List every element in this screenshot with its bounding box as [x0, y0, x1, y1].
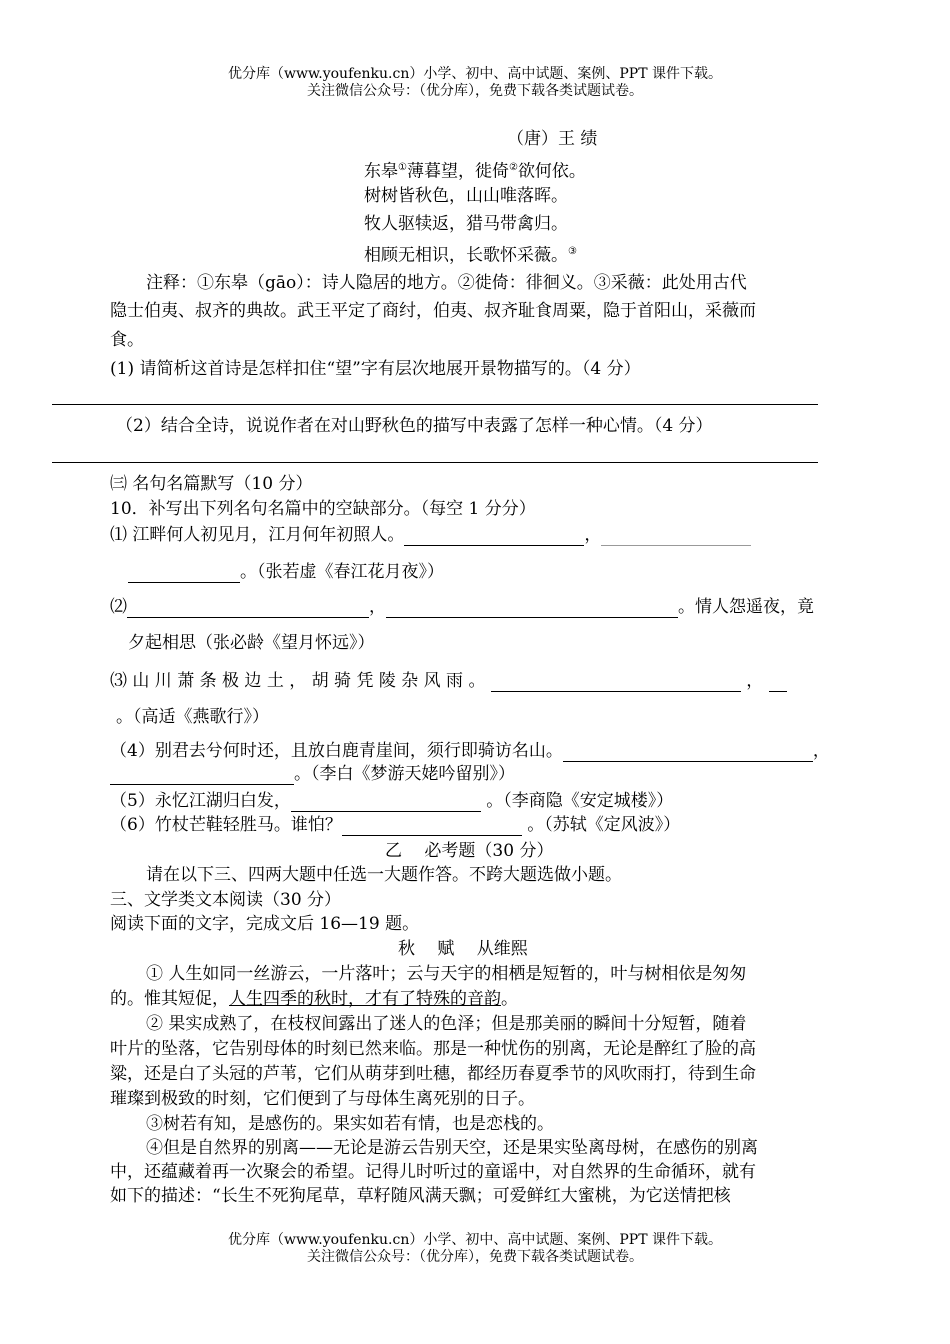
item-4-line-2: 。（李白《梦游天姥吟留别》）	[110, 763, 515, 785]
part-b-instruction: 请在以下三、四两大题中任选一大题作答。不跨大题选做小题。	[146, 865, 622, 885]
blank-2-2[interactable]	[386, 599, 678, 618]
poem-line-1: 东皋①薄暮望，徙倚②欲何依。	[364, 161, 586, 182]
page-footer	[0, 1232, 950, 1266]
item-2-line-1: ⑵ ， 。情人怨遥夜，竟	[110, 597, 814, 617]
notes-line-3: 食。	[110, 330, 144, 350]
item-4-line-1: （4）别君去兮何时还，且放白鹿青崖间，须行即骑访名山。 ，	[110, 741, 830, 761]
essay-p1-b: 的。惟其短促，人生四季的秋时，才有了特殊的音韵。	[110, 989, 518, 1009]
blank-4-2[interactable]	[110, 766, 294, 785]
underlined-phrase: 人生四季的秋时，才有了特殊的音韵	[229, 989, 501, 1009]
notes-line-1: 注释：①东皋（gāo）：诗人隐居的地方。②徙倚：徘徊义。③采薇：此处用古代	[146, 273, 747, 293]
essay-title: 秋 赋 从维熙	[398, 939, 528, 959]
item-6: （6）竹杖芒鞋轻胜马。谁怕？ 。（苏轼《定风波》）	[110, 815, 681, 835]
question-2: （2）结合全诗，说说作者在对山野秋色的描写中表露了怎样一种心情。（4 分）	[116, 416, 713, 436]
blank-3-2[interactable]	[769, 673, 787, 692]
poem-line-2: 树树皆秋色，山山唯落晖。	[364, 186, 568, 206]
question-10: 10．补写出下列名句名篇中的空缺部分。（每空 1 分分）	[110, 499, 536, 519]
blank-4-1[interactable]	[563, 743, 813, 762]
essay-p4-c: 如下的描述：“长生不死狗尾草，草籽随风满天飘；可爱鲜红大蜜桃，为它送情把核	[110, 1186, 731, 1206]
blank-6-1[interactable]	[342, 817, 522, 836]
essay-p2-c: 粱，还是白了头冠的芦苇，它们从萌芽到吐穗，都经历春夏季节的风吹雨打，待到生命	[110, 1064, 756, 1084]
item-3-line-1: ⑶ 山 川 萧 条 极 边 土 ， 胡 骑 凭 陵 杂 风 雨 。 ，	[110, 670, 787, 692]
blank-3-1[interactable]	[491, 673, 741, 692]
blank-1-2[interactable]	[601, 527, 751, 546]
blank-1-1[interactable]	[404, 527, 584, 546]
item-1-line-1: ⑴ 江畔何人初见月，江月何年初照人。 ，	[110, 524, 751, 546]
answer-line-1[interactable]	[52, 404, 818, 405]
item-3-line-2: 。（高适《燕歌行》）	[116, 707, 269, 727]
item-2-line-2: 夕起相思（张必龄《望月怀远》）	[128, 633, 375, 653]
essay-p2-b: 叶片的坠落，它告别母体的时刻已然来临。那是一种忧伤的别离，无论是醉红了脸的高	[110, 1039, 756, 1059]
part-b-title: 乙 必考题（30 分）	[385, 841, 554, 861]
item-1-line-2: 。（张若虚《春江花月夜》）	[128, 561, 444, 583]
poem-line-3: 牧人驱犊返，猎马带禽归。	[364, 214, 568, 234]
poem-author: （唐）王 绩	[507, 129, 598, 149]
notes-line-2: 隐士伯夷、叔齐的典故。武王平定了商纣，伯夷、叔齐耻食周粟，隐于首阳山，采薇而	[110, 301, 756, 321]
item-5: （5）永忆江湖归白发， 。（李商隐《安定城楼》）	[110, 791, 674, 811]
footer-line-1: 优分库（www.youfenku.cn）小学、初中、高中试题、案例、PPT 课件下载。	[227, 1232, 722, 1248]
blank-1-3[interactable]	[128, 564, 240, 583]
blank-5-1[interactable]	[291, 793, 481, 812]
reading-instruction: 阅读下面的文字，完成文后 16—19 题。	[110, 914, 420, 934]
essay-p2-a: ② 果实成熟了，在枝杈间露出了迷人的色泽；但是那美丽的瞬间十分短暂，随着	[146, 1014, 747, 1034]
answer-line-2[interactable]	[52, 462, 818, 463]
essay-p4-a: ④但是自然界的别离——无论是游云告别天空，还是果实坠离母树，在感伤的别离	[146, 1138, 758, 1158]
header-line-1: 优分库（www.youfenku.cn）小学、初中、高中试题、案例、PPT 课件下载。	[227, 66, 722, 82]
essay-p3: ③树若有知，是感伤的。果实如若有情，也是恋栈的。	[146, 1114, 554, 1134]
question-1: (1) 请简析这首诗是怎样扣住“望”字有层次地展开景物描写的。（4 分）	[110, 359, 641, 379]
footer-line-2: 关注微信公众号：（优分库），免费下载各类试题试卷。	[307, 1249, 643, 1265]
page-header	[0, 66, 950, 100]
essay-p2-d: 璀璨到极致的时刻，它们便到了与母体生离死别的日子。	[110, 1089, 535, 1109]
blank-2-1[interactable]	[127, 599, 369, 618]
section-3-literature: 三、文学类文本阅读（30 分）	[110, 890, 342, 910]
essay-p1-a: ① 人生如同一丝游云，一片落叶；云与天宇的相栖是短暂的，叶与树相依是匆匆	[146, 964, 747, 984]
section-3-title: ㈢ 名句名篇默写（10 分）	[110, 474, 313, 494]
essay-p4-b: 中，还蕴藏着再一次聚会的希望。记得儿时听过的童谣中，对自然界的生命循环，就有	[110, 1162, 756, 1182]
header-line-2: 关注微信公众号：（优分库），免费下载各类试题试卷。	[307, 83, 643, 99]
poem-line-4: 相顾无相识，长歌怀采薇。③	[364, 245, 577, 266]
